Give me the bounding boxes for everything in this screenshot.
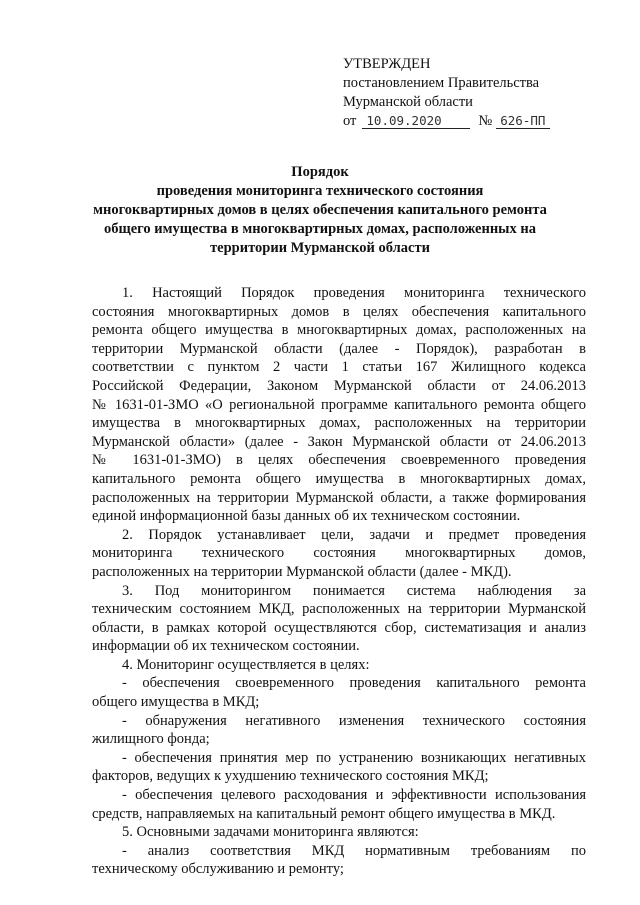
- paragraph-line: техническому обслуживанию и ремонту;: [92, 861, 344, 878]
- paragraph-line: 2. Порядок устанавливает цели, задачи и предмет проведения: [122, 526, 586, 543]
- paragraph-line: жилищного фонда;: [92, 731, 210, 748]
- paragraph: [92, 823, 586, 842]
- paragraph-line: соответствии с пунктом 2 части 1 статьи 167 Жилищного кодекса: [92, 359, 586, 376]
- title-line: многоквартирных домов в целях обеспечения капитального ремонта: [93, 202, 547, 218]
- paragraph: [92, 526, 586, 582]
- paragraph: [92, 674, 586, 711]
- approval-line-1: постановлением Правительства: [343, 75, 540, 91]
- number-prefix: №: [478, 113, 493, 129]
- paragraph-line: техническим состоянием МКД, расположенных на территории Мурманской: [92, 601, 586, 618]
- document-title: [60, 163, 580, 258]
- paragraph: [92, 786, 586, 823]
- approval-date-line: [343, 112, 603, 131]
- paragraph: [92, 842, 586, 879]
- title-line: общего имущества в многоквартирных домах, расположенных на: [104, 221, 536, 237]
- paragraph-line: ремонта общего имущества в многоквартирных домах, расположенных на: [92, 322, 586, 339]
- paragraph-line: капитального ремонта общего имущества в многоквартирных домах,: [92, 470, 586, 487]
- paragraph: [92, 749, 586, 786]
- paragraph-line: № 1631-01-ЗМО) в целях обеспечения своевременного проведения: [92, 452, 586, 469]
- paragraph-line: общего имущества в МКД;: [92, 694, 260, 711]
- paragraph-line: расположенных на территории Мурманской области (далее - МКД).: [92, 563, 512, 580]
- paragraph-line: имущества в многоквартирных домах, расположенных на территории: [92, 415, 586, 432]
- paragraph: [92, 582, 586, 656]
- paragraph-line: Российской Федерации, Законом Мурманской области от 24.06.2013: [92, 377, 586, 394]
- paragraph-line: - обеспечения принятия мер по устранению возникающих негативных: [122, 749, 586, 766]
- approval-number: 626-ПП: [496, 114, 550, 129]
- paragraph-line: № 1631-01-ЗМО «О региональной программе капитального ремонта общего: [92, 396, 586, 413]
- paragraph-line: Мурманской области» (далее - Закон Мурманской области от 24.06.2013: [92, 433, 586, 450]
- paragraph: [92, 284, 586, 526]
- approval-line-2: Мурманской области: [343, 94, 473, 110]
- title-line: территории Мурманской области: [210, 240, 430, 256]
- paragraph-line: 4. Мониторинг осуществляется в целях:: [122, 656, 370, 673]
- date-prefix: от: [343, 113, 357, 129]
- paragraph-line: территории Мурманской области (далее - Порядок), разработан в: [92, 340, 586, 357]
- paragraph-line: состояния многоквартирных домов в целях обеспечения капитального: [92, 303, 586, 320]
- paragraph-line: 1. Настоящий Порядок проведения мониторинга технического: [122, 285, 586, 301]
- paragraph-line: информации об их техническом состоянии.: [92, 638, 360, 655]
- approval-stamp: [343, 55, 603, 131]
- paragraph-line: - анализ соответствия МКД нормативным требованиям по: [122, 842, 586, 859]
- paragraph: [92, 656, 586, 675]
- paragraph-line: - обеспечения своевременного проведения капитального ремонта: [122, 675, 586, 692]
- paragraph: [92, 712, 586, 749]
- approval-heading: УТВЕРЖДЕН: [343, 56, 431, 72]
- paragraph-line: факторов, ведущих к ухудшению технического состояния МКД;: [92, 768, 489, 785]
- paragraph-line: области, в рамках которой осуществляются сбор, систематизация и анализ: [92, 619, 586, 636]
- paragraph-line: расположенных на территории Мурманской области, а также формирования: [92, 489, 586, 506]
- paragraph-line: 3. Под мониторингом понимается система наблюдения за: [122, 582, 586, 599]
- document-body: [92, 284, 586, 879]
- paragraph-line: мониторинга технического состояния многоквартирных домов,: [92, 545, 586, 562]
- paragraph-line: средств, направляемых на капитальный ремонт общего имущества в МКД.: [92, 805, 556, 822]
- title-line: проведения мониторинга технического состояния: [156, 183, 484, 199]
- approval-date: 10.09.2020: [362, 114, 470, 129]
- paragraph-line: - обеспечения целевого расходования и эффективности использования: [122, 787, 586, 804]
- paragraph-line: - обнаружения негативного изменения технического состояния: [122, 712, 586, 729]
- paragraph-line: 5. Основными задачами мониторинга являются:: [122, 824, 419, 841]
- title-line: Порядок: [291, 164, 349, 180]
- paragraph-line: единой информационной базы данных об их техническом состоянии.: [92, 508, 521, 525]
